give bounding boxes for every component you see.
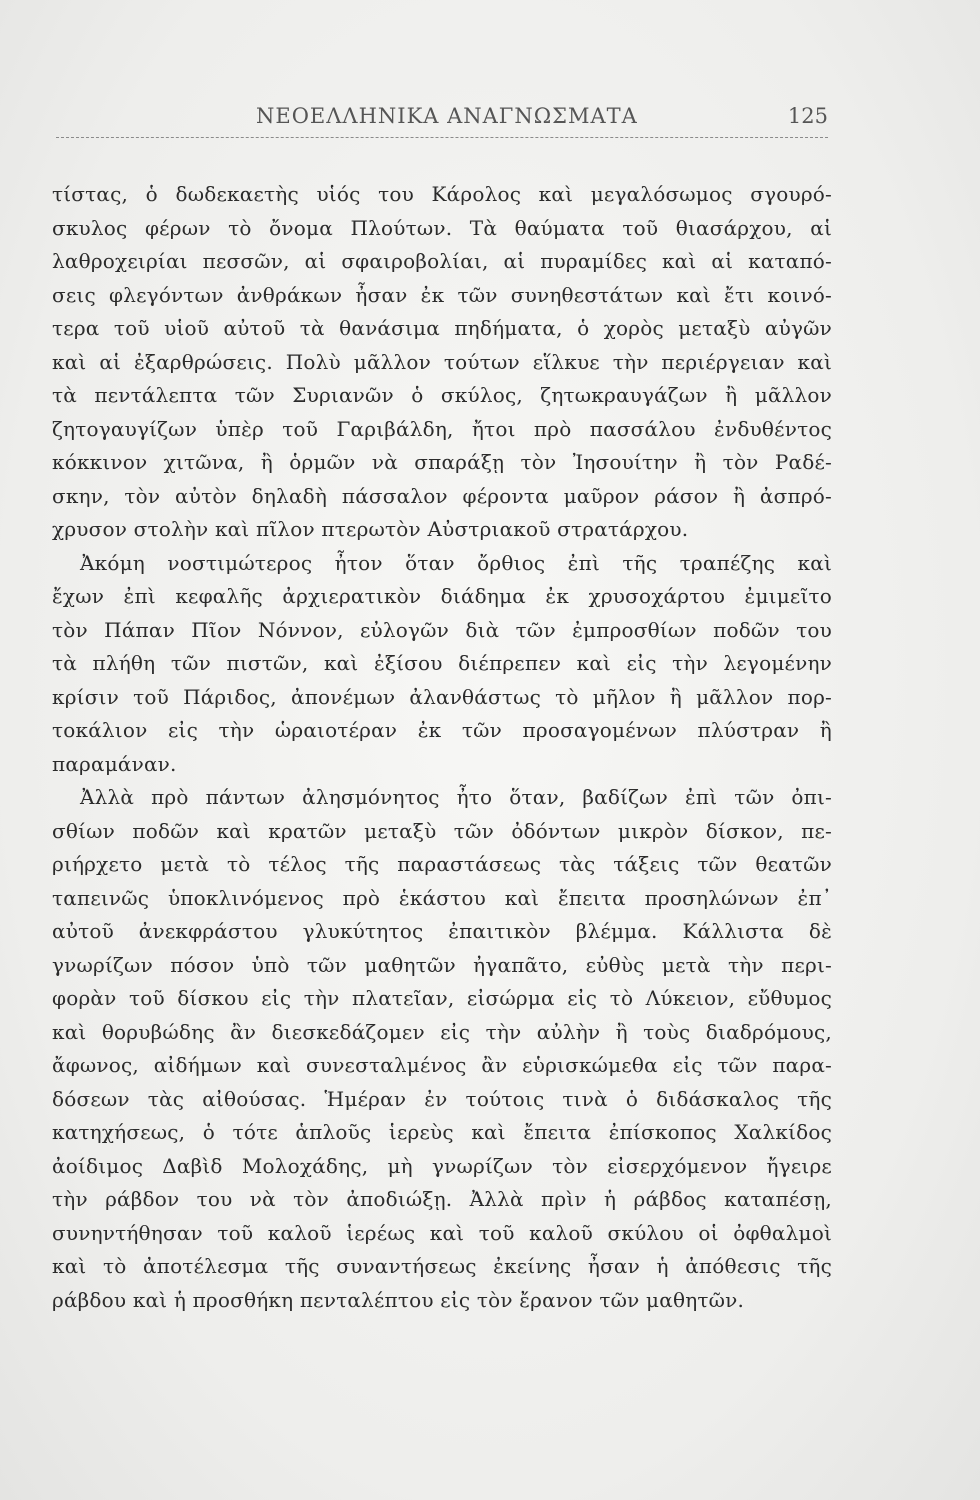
text-line: ἄφωνος, αἰδήμων καὶ συνεσταλμένος ἂν εὑρισκώμεθα εἰς τῶν παρα-: [52, 1053, 832, 1077]
text-line: καὶ αἱ ἐξαρθρώσεις. Πολὺ μᾶλλον τούτων εἵλκυε τὴν περιέργειαν καὶ: [52, 349, 832, 374]
text-line: σκυλος φέρων τὸ ὄνομα Πλούτων. Τὰ θαύματα τοῦ θιασάρχου, αἱ: [52, 215, 832, 240]
text-line: ζητογαυγίζων ὑπὲρ τοῦ Γαριβάλδη, ἤτοι πρὸ πασσάλου ἐνδυθέντος: [52, 416, 832, 441]
text-line: τὴν ράβδον του νὰ τὸν ἀποδιώξῃ. Ἀλλὰ πρὶν ἡ ράβδος καταπέσῃ,: [52, 1187, 832, 1211]
text-line: κατηχήσεως, ὁ τότε ἁπλοῦς ἱερεὺς καὶ ἔπειτα ἐπίσκοπος Χαλκίδος: [52, 1120, 832, 1144]
running-title: ΝΕΟΕΛΛΗΝΙΚΑ ΑΝΑΓΝΩΣΜΑΤΑ: [256, 104, 638, 128]
text-line: σκην, τὸν αὐτὸν δηλαδὴ πάσσαλον φέροντα μαῦρον ράσον ἢ ἀσπρό-: [52, 483, 832, 508]
text-line: δόσεων τὰς αἰθούσας. Ἡμέραν ἐν τούτοις τινὰ ὁ διδάσκαλος τῆς: [52, 1086, 832, 1111]
text-line: ταπεινῶς ὑποκλινόμενος πρὸ ἑκάστου καὶ ἔπειτα προσηλώνων ἐπ᾽: [52, 885, 832, 910]
text-line: τερα τοῦ υἱοῦ αὐτοῦ τὰ θανάσιμα πηδήματα, ὁ χορὸς μεταξὺ αὐγῶν: [52, 316, 832, 340]
text-line: φορὰν τοῦ δίσκου εἰς τὴν πλατεῖαν, εἰσώρμα εἰς τὸ Λύκειον, εὔθυμος: [52, 986, 832, 1010]
text-line: ράβδου καὶ ἡ προσθήκη πενταλέπτου εἰς τὸν ἔρανον τῶν μαθητῶν.: [52, 1287, 745, 1312]
text-line: τὰ πλήθη τῶν πιστῶν, καὶ ἐξίσου διέπρεπεν καὶ εἰς τὴν λεγομένην: [52, 651, 832, 675]
text-line: ἔχων ἐπὶ κεφαλῆς ἀρχιερατικὸν διάδημα ἐκ χρυσοχάρτου ἐμιμεῖτο: [52, 584, 832, 608]
text-line: ριήρχετο μετὰ τὸ τέλος τῆς παραστάσεως τὰς τάξεις τῶν θεατῶν: [52, 852, 832, 876]
text-line: καὶ τὸ ἀποτέλεσμα τῆς συναντήσεως ἐκείνης ἦσαν ἡ ἀπόθεσις τῆς: [52, 1254, 832, 1278]
text-line: Ἀκόμη νοστιμώτερος ἦτον ὅταν ὄρθιος ἐπὶ τῆς τραπέζης καὶ: [80, 550, 832, 575]
text-line: τοκάλιον εἰς τὴν ὡραιοτέραν ἐκ τῶν προσαγομένων πλύστραν ἢ: [52, 718, 832, 742]
page-header: [56, 98, 828, 138]
text-line: παραμάναν.: [52, 751, 177, 776]
text-line: καὶ θορυβώδης ἂν διεσκεδάζομεν εἰς τὴν αὐλὴν ἢ τοὺς διαδρόμους,: [52, 1019, 832, 1044]
text-line: γνωρίζων πόσον ὑπὸ τῶν μαθητῶν ἠγαπᾶτο, εὐθὺς μετὰ τὴν περι-: [52, 952, 832, 977]
text-line: Ἀλλὰ πρὸ πάντων ἀλησμόνητος ἦτο ὅταν, βαδίζων ἐπὶ τῶν ὀπι-: [80, 785, 832, 809]
text-line: σεις φλεγόντων ἀνθράκων ἦσαν ἐκ τῶν συνηθεστάτων καὶ ἔτι κοινό-: [52, 282, 832, 307]
text-line: ἀοίδιμος Δαβὶδ Μολοχάδης, μὴ γνωρίζων τὸν εἰσερχόμενον ἤγειρε: [52, 1153, 832, 1178]
text-line: κόκκινον χιτῶνα, ἢ ὁρμῶν νὰ σπαράξῃ τὸν Ἰησουίτην ἢ τὸν Ραδέ-: [52, 450, 832, 474]
text-line: λαθροχειρίαι πεσσῶν, αἱ σφαιροβολίαι, αἱ πυραμίδες καὶ αἱ καταπό-: [52, 249, 832, 273]
text-line: τίστας, ὁ δωδεκαετὴς υἱός του Κάρολος καὶ μεγαλόσωμος σγουρό-: [52, 182, 832, 206]
body-text: [52, 178, 832, 1317]
text-line: συνηντήθησαν τοῦ καλοῦ ἱερέως καὶ τοῦ καλοῦ σκύλου οἱ ὀφθαλμοὶ: [52, 1220, 832, 1245]
text-line: κρίσιν τοῦ Πάριδος, ἀπονέμων ἀλανθάστως τὸ μῆλον ἢ μᾶλλον πορ-: [52, 684, 832, 709]
text-line: τὰ πεντάλεπτα τῶν Συριανῶν ὁ σκύλος, ζητωκραυγάζων ἢ μᾶλλον: [52, 383, 832, 407]
header-rule: [56, 137, 828, 138]
text-line: τὸν Πάπαν Πῖον Νόννον, εὐλογῶν διὰ τῶν ἐμπροσθίων ποδῶν του: [52, 617, 832, 642]
text-line: αὐτοῦ ἀνεκφράστου γλυκύτητος ἐπαιτικὸν βλέμμα. Κάλλιστα δὲ: [52, 919, 832, 943]
text-line: σθίων ποδῶν καὶ κρατῶν μεταξὺ τῶν ὀδόντων μικρὸν δίσκον, πε-: [52, 818, 832, 843]
page-number: 125: [787, 104, 828, 128]
text-line: χρυσον στολὴν καὶ πῖλον πτερωτὸν Αὐστριακοῦ στρατάρχου.: [52, 517, 689, 541]
